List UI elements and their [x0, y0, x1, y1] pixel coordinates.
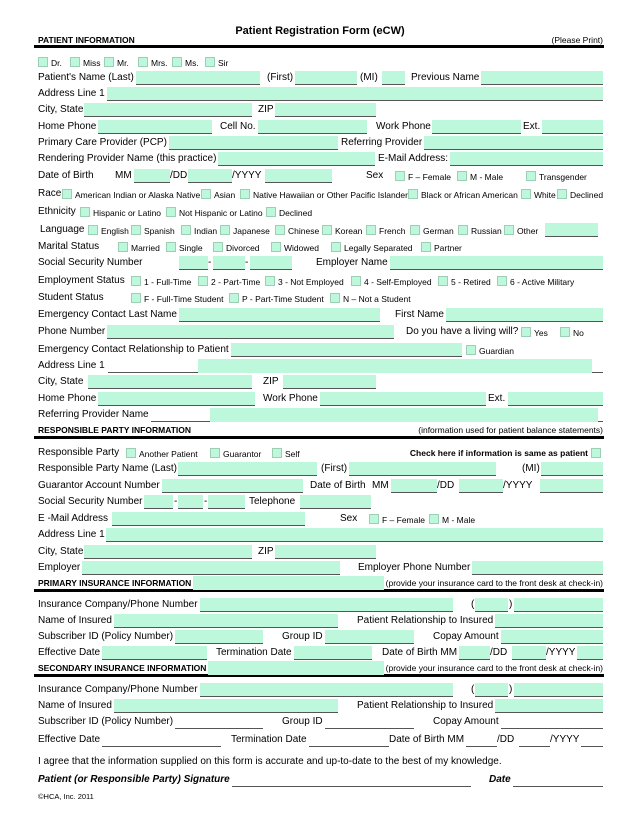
patient-work-phone-label: Work Phone — [376, 121, 431, 132]
first-name-input[interactable] — [295, 71, 357, 85]
checkbox-patient-language-options-5[interactable] — [322, 225, 332, 235]
ec-first-name-input[interactable] — [446, 308, 603, 322]
responsible-yyyy-label: /YYYY — [503, 480, 533, 491]
patient-employment-label: Employment Status — [38, 275, 125, 286]
ssn-part2-input[interactable] — [213, 256, 245, 270]
ec-work-phone-input[interactable] — [320, 392, 486, 406]
patient-titles-2-label: Mr. — [117, 58, 129, 68]
checkbox-responsible-sex-options-0[interactable] — [369, 514, 379, 524]
checkbox-patient-titles-2[interactable] — [104, 57, 114, 67]
responsible-name-last-label: Responsible Party Name (Last) — [38, 463, 177, 474]
rp-ssn-part2-input[interactable] — [178, 495, 203, 509]
checkbox-patient-marital-options-1[interactable] — [166, 242, 176, 252]
secondary-insured-label: Name of Insured — [38, 700, 112, 711]
responsible-dd-label: /DD — [437, 480, 455, 491]
checkbox-patient-sex-options-1[interactable] — [457, 171, 467, 181]
patient-marital-options-3-label: Widowed — [284, 243, 319, 253]
checkbox-patient-race-options-4[interactable] — [521, 189, 531, 199]
checkbox-emergency-guardian[interactable] — [466, 345, 476, 355]
checkbox-patient-employment-options-1[interactable] — [198, 276, 208, 286]
patient-referring-label: Referring Provider — [341, 137, 423, 148]
secondary-group-id-input[interactable] — [325, 728, 414, 729]
responsible-party-options-0-label: Another Patient — [139, 449, 198, 459]
rp-dob-mm-input[interactable] — [391, 479, 437, 493]
last-name-input[interactable] — [136, 71, 260, 85]
emergency-living-will-options-1-label: No — [573, 328, 584, 338]
responsible-dob-label: Date of Birth — [310, 480, 366, 491]
primary-yyyy-label: /YYYY — [546, 647, 576, 658]
responsible-party-options-2-label: Self — [285, 449, 300, 459]
signature-input[interactable] — [232, 786, 471, 787]
patient-titles-0-label: Dr. — [51, 58, 62, 68]
secondary-dd-label: /DD — [497, 734, 515, 745]
checkbox-emergency-living-will-options-0[interactable] — [521, 327, 531, 337]
patient-cell-label: Cell No. — [220, 121, 256, 132]
checkbox-patient-language-options-8[interactable] — [458, 225, 468, 235]
checkbox-patient-race-options-1[interactable] — [201, 189, 211, 199]
emergency-living-will-options-0-label: Yes — [534, 328, 548, 338]
section-header-secondary: SECONDARY INSURANCE INFORMATION — [38, 663, 207, 673]
patient-ethnicity-options-1-label: Not Hispanic or Latino — [179, 208, 263, 218]
responsible-party-options-1-label: Guarantor — [223, 449, 262, 459]
emergency-zip-label: ZIP — [263, 376, 279, 387]
patient-titles-1-label: Miss — [83, 58, 101, 68]
secondary-header-field[interactable] — [208, 661, 384, 675]
responsible-mm-label: MM — [372, 480, 389, 491]
patient-student-options-1-label: P - Part-Time Student — [242, 294, 324, 304]
email-input[interactable] — [450, 152, 603, 166]
emergency-contact-last-label: Emergency Contact Last Name — [38, 309, 177, 320]
patient-race-options-3-label: Black or African American — [421, 190, 518, 200]
section-header-patient: PATIENT INFORMATION — [38, 35, 135, 45]
section-header-responsible: RESPONSIBLE PARTY INFORMATION — [38, 425, 192, 435]
rp-dob-dd-input[interactable] — [459, 479, 503, 493]
patient-ext-label: Ext. — [523, 121, 541, 132]
patient-ethnicity-options-2-label: Declined — [279, 208, 313, 218]
secondary-group-label: Group ID — [282, 716, 323, 727]
checkbox-patient-language-options-9[interactable] — [504, 225, 514, 235]
rp-email-input[interactable] — [112, 512, 305, 526]
checkbox-patient-ethnicity-options-0[interactable] — [80, 207, 90, 217]
checkbox-patient-titles-0[interactable] — [38, 57, 48, 67]
patient-employment-options-5-label: 6 - Active Military — [510, 277, 575, 287]
referring-provider-input[interactable] — [424, 136, 603, 150]
responsible-first-label: (First) — [321, 463, 348, 474]
dob-yyyy-input[interactable] — [265, 169, 332, 183]
responsible-zip-label: ZIP — [258, 546, 274, 557]
rp-telephone-input[interactable] — [300, 495, 371, 509]
patient-titles-4-label: Ms. — [185, 58, 199, 68]
patient-language-options-1-label: Spanish — [144, 226, 175, 236]
secondary-yyyy-label: /YYYY — [550, 734, 580, 745]
checkbox-patient-marital-options-4[interactable] — [331, 242, 341, 252]
patient-employment-options-4-label: 5 - Retired — [451, 277, 491, 287]
patient-mm-label: MM — [115, 170, 132, 181]
secondary-dob-mm-input[interactable] — [466, 746, 497, 747]
patient-marital-options-0-label: Married — [131, 243, 160, 253]
patient-language-options-6-label: French — [379, 226, 406, 236]
secondary-subscriber-label: Subscriber ID (Policy Number) — [38, 716, 174, 727]
patient-sex-options-2-label: Transgender — [539, 172, 587, 182]
checkbox-patient-marital-options-0[interactable] — [118, 242, 128, 252]
footer-date-label: Date — [489, 774, 511, 785]
patient-language-options-3-label: Japanese — [233, 226, 270, 236]
signature-date-input[interactable] — [513, 786, 603, 787]
rp-zip-input[interactable] — [275, 545, 376, 559]
patient-pcp-label: Primary Care Provider (PCP) — [38, 137, 167, 148]
patient-ethnicity-label: Ethnicity — [38, 206, 76, 217]
patient-marital-label: Marital Status — [38, 241, 100, 252]
secondary-paren-open-label: ( — [471, 684, 475, 695]
patient-home-phone-label: Home Phone — [38, 121, 97, 132]
secondary-copay-input[interactable] — [501, 728, 603, 729]
pcp-input[interactable] — [169, 136, 338, 150]
ec-relationship-input[interactable] — [231, 343, 462, 357]
dob-dd-input[interactable] — [188, 169, 232, 183]
checkbox-patient-sex-options-2[interactable] — [526, 171, 536, 181]
checkbox-patient-student-options-1[interactable] — [229, 293, 239, 303]
patient-race-label: Race — [38, 188, 62, 199]
ssn-part3-input[interactable] — [250, 256, 292, 270]
responsible-telephone-label: Telephone — [249, 496, 296, 507]
ec-zip-input[interactable] — [283, 375, 376, 389]
emergency-relationship-label: Emergency Contact Relationship to Patient — [38, 344, 229, 355]
primary-dd-label: /DD — [490, 647, 508, 658]
secondary-note-label: (provide your insurance card to the front desk at check-in) — [385, 663, 603, 673]
ext-input[interactable] — [542, 120, 603, 134]
secondary-effective-label: Effective Date — [38, 734, 101, 745]
dob-mm-input[interactable] — [134, 169, 170, 183]
patient-language-options-2-label: Indian — [194, 226, 218, 236]
checkbox-patient-employment-options-5[interactable] — [497, 276, 507, 286]
patient-language-options-8-label: Russian — [471, 226, 502, 236]
patient-note-label: (Please Print) — [551, 35, 603, 45]
ec-ext-input[interactable] — [508, 392, 603, 406]
patient-city-state-label: City, State — [38, 104, 84, 115]
emergency-living-will-label: Do you have a living will? — [406, 326, 519, 337]
cell-input[interactable] — [258, 120, 367, 134]
secondary-insured-name-input[interactable] — [114, 699, 338, 713]
primary-group-id-input[interactable] — [325, 630, 414, 644]
checkbox-patient-marital-options-3[interactable] — [271, 242, 281, 252]
primary-dob-mm-label: Date of Birth MM — [382, 647, 458, 658]
rp-dob-yyyy-input[interactable] — [540, 479, 603, 493]
secondary-termination-label: Termination Date — [231, 734, 307, 745]
responsible-employer-label: Employer — [38, 562, 81, 573]
emergency-home-phone-label: Home Phone — [38, 393, 97, 404]
checkbox-responsible-party-options-1[interactable] — [210, 448, 220, 458]
primary-group-label: Group ID — [282, 631, 323, 642]
patient-dash-label: - — [245, 257, 249, 268]
patient-mi-label: (MI) — [360, 72, 378, 83]
patient-dash-label: - — [208, 257, 212, 268]
patient-marital-options-4-label: Legally Separated — [344, 243, 413, 253]
checkbox-patient-language-options-7[interactable] — [410, 225, 420, 235]
secondary-effective-date-input[interactable] — [102, 746, 221, 747]
checkbox-patient-language-options-1[interactable] — [131, 225, 141, 235]
patient-language-options-9-label: Other — [517, 226, 539, 236]
responsible-city-state-label: City, State — [38, 546, 84, 557]
emergency-phone-label: Phone Number — [38, 326, 106, 337]
patient-race-options-1-label: Asian — [214, 190, 236, 200]
secondary-subscriber-id-input[interactable] — [175, 728, 263, 729]
responsible-sex-label: Sex — [340, 513, 358, 524]
checkbox-same-as-patient[interactable] — [591, 448, 601, 458]
secondary-copay-label: Copay Amount — [433, 716, 499, 727]
responsible-sex-options-0-label: F – Female — [382, 515, 425, 525]
responsible-address-label: Address Line 1 — [38, 529, 105, 540]
checkbox-responsible-party-options-0[interactable] — [126, 448, 136, 458]
checkbox-patient-race-options-0[interactable] — [62, 189, 72, 199]
primary-subscriber-id-input[interactable] — [175, 630, 263, 644]
primary-header-field[interactable] — [193, 576, 384, 590]
patient-sex-label: Sex — [366, 170, 384, 181]
secondary-dob-dd-input[interactable] — [519, 746, 550, 747]
primary-dob-dd-input[interactable] — [512, 646, 546, 660]
checkbox-patient-language-options-6[interactable] — [366, 225, 376, 235]
primary-insured-name-input[interactable] — [114, 614, 338, 628]
ec-referring-provider-input[interactable] — [210, 408, 598, 422]
home-phone-input[interactable] — [98, 120, 212, 134]
checkbox-patient-race-options-2[interactable] — [240, 189, 250, 199]
patient-titles-3-label: Mrs. — [151, 58, 168, 68]
primary-termination-date-input[interactable] — [294, 646, 372, 660]
patient-language-label: Language — [40, 224, 85, 235]
checkbox-patient-titles-5[interactable] — [205, 57, 215, 67]
primary-copay-input[interactable] — [501, 630, 603, 644]
checkbox-patient-sex-options-0[interactable] — [395, 171, 405, 181]
emergency-ext-label: Ext. — [488, 393, 506, 404]
patient-student-options-2-label: N – Not a Student — [343, 294, 411, 304]
section-header-primary: PRIMARY INSURANCE INFORMATION — [38, 578, 192, 588]
patient-employment-options-0-label: 1 - Full-Time — [144, 277, 192, 287]
patient-zip-label: ZIP — [258, 104, 274, 115]
patient-yyyy-label: /YYYY — [232, 170, 262, 181]
primary-effective-label: Effective Date — [38, 647, 101, 658]
responsible-employer-phone-label: Employer Phone Number — [358, 562, 471, 573]
patient-language-options-4-label: Chinese — [288, 226, 320, 236]
patient-ethnicity-options-0-label: Hispanic or Latino — [93, 208, 162, 218]
checkbox-patient-employment-options-0[interactable] — [131, 276, 141, 286]
patient-employer-label: Employer Name — [316, 257, 388, 268]
primary-subscriber-label: Subscriber ID (Policy Number) — [38, 631, 174, 642]
secondary-company-input[interactable] — [200, 683, 453, 697]
secondary-company-label: Insurance Company/Phone Number — [38, 684, 198, 695]
checkbox-patient-language-options-4[interactable] — [275, 225, 285, 235]
rp-ssn-part1-input[interactable] — [144, 495, 173, 509]
checkbox-patient-student-options-2[interactable] — [330, 293, 340, 303]
rendering-provider-input[interactable] — [218, 152, 375, 166]
checkbox-responsible-sex-options-1[interactable] — [429, 514, 439, 524]
patient-employment-options-2-label: 3 - Not Employed — [278, 277, 344, 287]
patient-sex-options-1-label: M - Male — [470, 172, 504, 182]
patient-dd-label: /DD — [170, 170, 188, 181]
rp-employer-phone-input[interactable] — [472, 561, 603, 575]
patient-language-options-7-label: German — [423, 226, 454, 236]
responsible-account-label: Guarantor Account Number — [38, 480, 160, 491]
checkbox-patient-marital-options-5[interactable] — [421, 242, 431, 252]
checkbox-patient-student-options-0[interactable] — [131, 293, 141, 303]
form-title: Patient Registration Form (eCW) — [235, 25, 405, 37]
primary-dob-yyyy-input[interactable] — [577, 646, 603, 660]
secondary-dob-yyyy-input[interactable] — [581, 746, 603, 747]
address-input[interactable] — [107, 87, 603, 101]
emergency-guardian-label: Guardian — [479, 346, 514, 356]
patient-titles-5-label: Sir — [218, 58, 229, 68]
secondary-area-code-input[interactable] — [475, 683, 508, 697]
patient-previous-name-label: Previous Name — [411, 72, 480, 83]
primary-relationship-label: Patient Relationship to Insured — [357, 615, 494, 626]
patient-race-options-0-label: American Indian or Alaska Native — [75, 190, 201, 200]
primary-effective-date-input[interactable] — [102, 646, 207, 660]
primary-dob-mm-input[interactable] — [459, 646, 490, 660]
primary-copay-label: Copay Amount — [433, 631, 499, 642]
city-state-input[interactable] — [84, 103, 252, 117]
responsible-ssn-label: Social Security Number — [38, 496, 143, 507]
secondary-phone-input[interactable] — [514, 683, 603, 697]
footer-copyright-label: ©HCA, Inc. 2011 — [38, 792, 94, 801]
checkbox-patient-language-options-3[interactable] — [220, 225, 230, 235]
rp-city-state-input[interactable] — [84, 545, 252, 559]
emergency-address-label: Address Line 1 — [38, 360, 105, 371]
responsible-same-as-patient-label: Check here if information is same as patient — [409, 448, 588, 458]
primary-paren-close-label: ) — [509, 599, 513, 610]
rp-ssn-part3-input[interactable] — [208, 495, 245, 509]
responsible-dash-label: - — [204, 496, 208, 507]
responsible-party-label: Responsible Party — [38, 447, 120, 458]
emergency-work-phone-label: Work Phone — [263, 393, 318, 404]
checkbox-patient-ethnicity-options-2[interactable] — [266, 207, 276, 217]
responsible-dash-label: - — [174, 496, 178, 507]
footer-signature-label: Patient (or Responsible Party) Signature — [38, 774, 230, 785]
patient-ssn-label: Social Security Number — [38, 257, 143, 268]
patient-last-name-label: Patient's Name (Last) — [38, 72, 134, 83]
ec-home-phone-input[interactable] — [98, 392, 255, 406]
primary-area-code-input[interactable] — [475, 598, 508, 612]
patient-language-options-5-label: Korean — [335, 226, 363, 236]
primary-note-label: (provide your insurance card to the front desk at check-in) — [385, 578, 603, 588]
patient-dob-label: Date of Birth — [38, 170, 94, 181]
ec-city-state-input[interactable] — [88, 375, 252, 389]
patient-race-options-5-label: Declined — [570, 190, 604, 200]
checkbox-responsible-party-options-2[interactable] — [272, 448, 282, 458]
primary-insured-label: Name of Insured — [38, 615, 112, 626]
checkbox-patient-titles-1[interactable] — [70, 57, 80, 67]
secondary-dob-mm-label: Date of Birth MM — [389, 734, 465, 745]
patient-race-options-4-label: White — [534, 190, 556, 200]
checkbox-patient-race-options-5[interactable] — [557, 189, 567, 199]
primary-relationship-input[interactable] — [495, 614, 603, 628]
rp-mi-input[interactable] — [541, 462, 603, 476]
checkbox-patient-marital-options-2[interactable] — [213, 242, 223, 252]
ec-address-input[interactable] — [198, 359, 592, 373]
rp-employer-input[interactable] — [82, 561, 340, 575]
patient-language-options-0-label: English — [101, 226, 129, 236]
checkbox-patient-employment-options-4[interactable] — [438, 276, 448, 286]
checkbox-patient-language-options-2[interactable] — [181, 225, 191, 235]
patient-marital-options-2-label: Divorced — [226, 243, 260, 253]
patient-student-label: Student Status — [38, 292, 104, 303]
checkbox-patient-language-options-0[interactable] — [88, 225, 98, 235]
rp-address-input[interactable] — [106, 528, 603, 542]
patient-email-label: E-Mail Address: — [378, 153, 449, 164]
patient-employment-options-1-label: 2 - Part-Time — [211, 277, 261, 287]
previous-name-input[interactable] — [481, 71, 603, 85]
rp-first-name-input[interactable] — [349, 462, 496, 476]
primary-phone-input[interactable] — [514, 598, 603, 612]
patient-marital-options-5-label: Partner — [434, 243, 462, 253]
primary-company-input[interactable] — [200, 598, 453, 612]
patient-marital-options-1-label: Single — [179, 243, 203, 253]
responsible-email-label: E -Mail Address — [38, 513, 109, 524]
employer-name-input[interactable] — [390, 256, 603, 270]
checkbox-patient-titles-4[interactable] — [172, 57, 182, 67]
patient-address-label: Address Line 1 — [38, 88, 105, 99]
responsible-sex-options-1-label: M - Male — [442, 515, 476, 525]
emergency-first-name-label: First Name — [395, 309, 444, 320]
primary-termination-label: Termination Date — [216, 647, 292, 658]
guarantor-account-input[interactable] — [162, 479, 303, 493]
language-other-input[interactable] — [545, 223, 598, 237]
primary-company-label: Insurance Company/Phone Number — [38, 599, 198, 610]
checkbox-patient-employment-options-2[interactable] — [265, 276, 275, 286]
secondary-paren-close-label: ) — [509, 684, 513, 695]
work-phone-input[interactable] — [432, 120, 521, 134]
patient-first-label: (First) — [267, 72, 294, 83]
secondary-relationship-input[interactable] — [495, 699, 603, 713]
checkbox-patient-race-options-3[interactable] — [408, 189, 418, 199]
ec-phone-input[interactable] — [107, 325, 394, 339]
rp-last-name-input[interactable] — [178, 462, 317, 476]
ec-last-name-input[interactable] — [179, 308, 380, 322]
checkbox-patient-employment-options-3[interactable] — [351, 276, 361, 286]
patient-student-options-0-label: F - Full-Time Student — [144, 294, 224, 304]
checkbox-patient-titles-3[interactable] — [138, 57, 148, 67]
patient-rendering-label: Rendering Provider Name (this practice) — [38, 153, 217, 164]
checkbox-patient-ethnicity-options-1[interactable] — [166, 207, 176, 217]
responsible-mi-label: (MI) — [522, 463, 540, 474]
mi-input[interactable] — [382, 71, 405, 85]
patient-sex-options-0-label: F – Female — [408, 172, 451, 182]
patient-race-options-2-label: Native Hawaiian or Other Pacific Islander — [253, 190, 408, 200]
emergency-city-state-label: City, State — [38, 376, 84, 387]
zip-input[interactable] — [275, 103, 376, 117]
secondary-relationship-label: Patient Relationship to Insured — [357, 700, 494, 711]
ssn-part1-input[interactable] — [179, 256, 208, 270]
emergency-referring-label: Referring Provider Name — [38, 409, 149, 420]
primary-paren-open-label: ( — [471, 599, 475, 610]
checkbox-emergency-living-will-options-1[interactable] — [560, 327, 570, 337]
secondary-termination-date-input[interactable] — [309, 746, 389, 747]
responsible-note-label: (information used for patient balance statements) — [418, 425, 603, 435]
patient-employment-options-3-label: 4 - Self-Employed — [364, 277, 432, 287]
footer-agreement-label: I agree that the information supplied on this form is accurate and up-to-date to the best of my knowledge. — [38, 756, 502, 767]
